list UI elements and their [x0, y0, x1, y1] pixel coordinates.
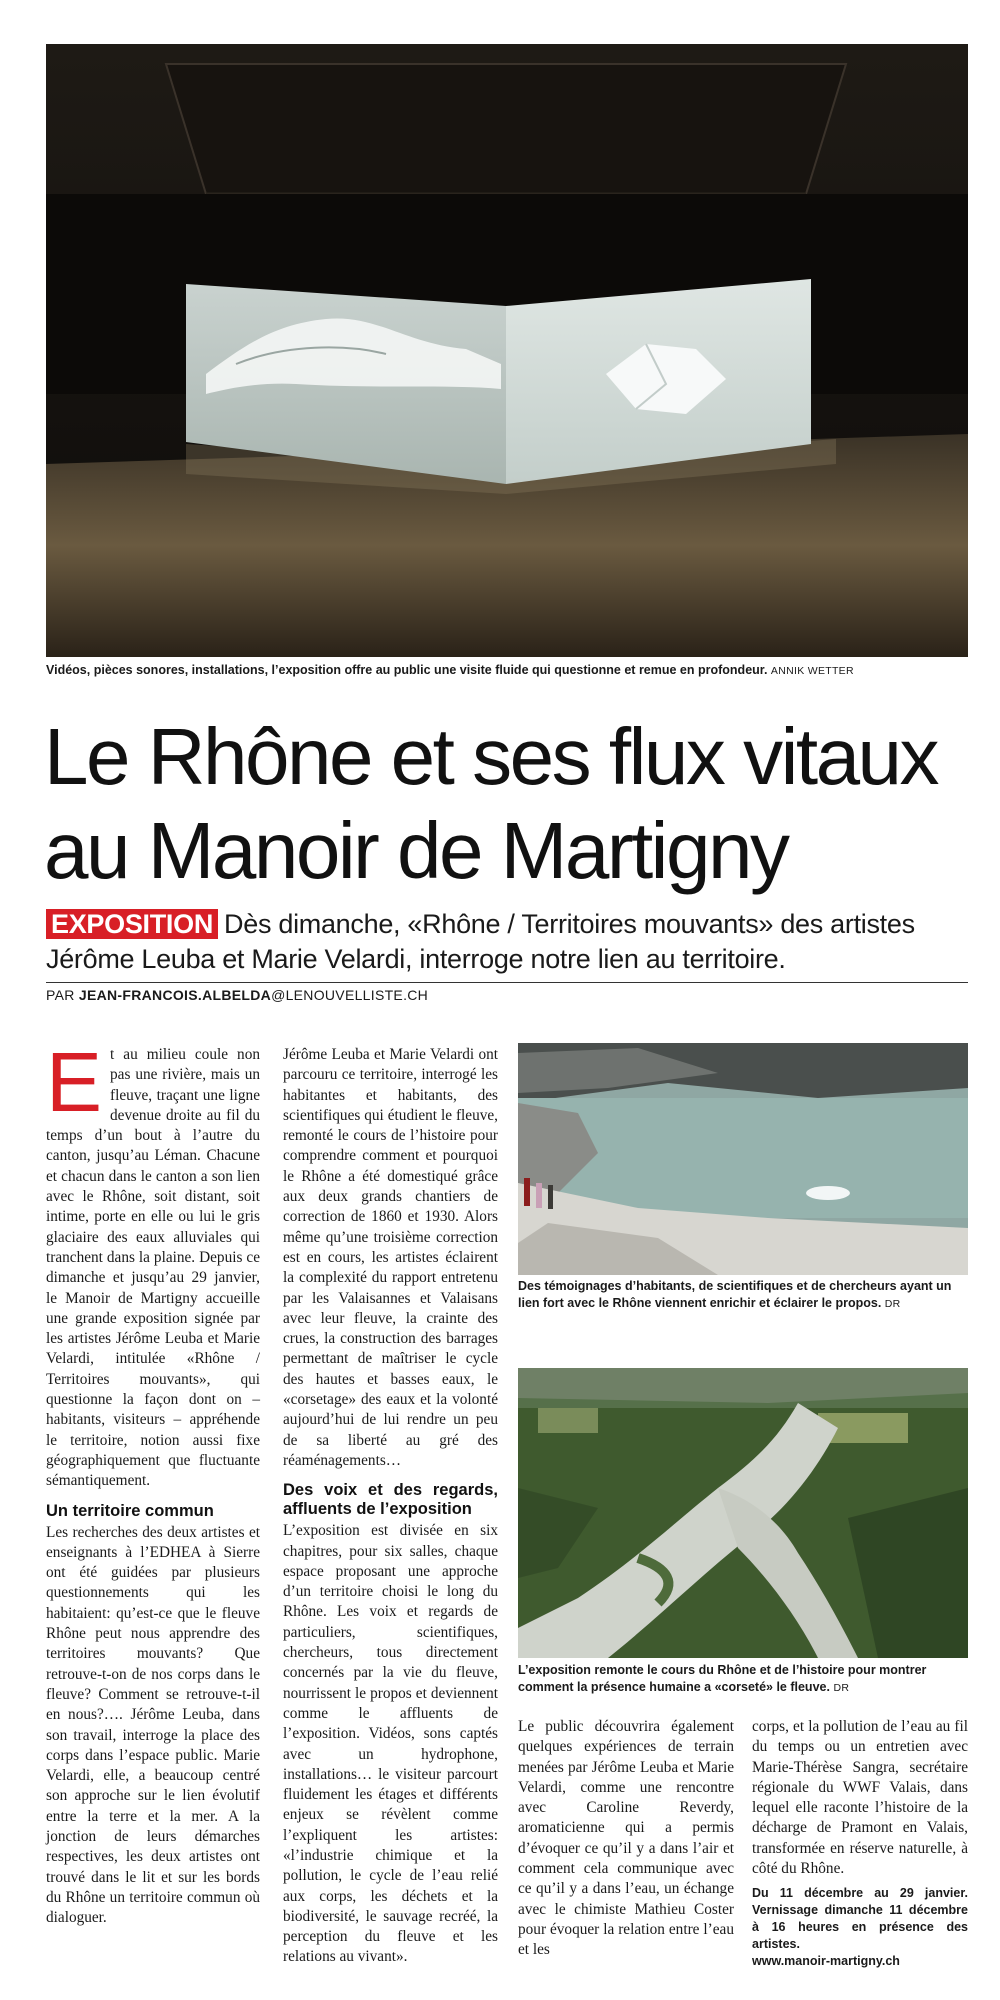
- second-caption-text: Des témoignages d’habitants, de scientifiques et de chercheurs ayant un lien fort avec le Rhône viennent enrichir et éclairer le propos.: [518, 1279, 952, 1310]
- col3-paragraph-1: Le public découvrira également quelques expériences de terrain menées par Jérôme Leuba et Marie Velardi, comme une rencontre avec Caroline Reverdy, aromaticienne qui a permis d’évoquer ce qu’il y a dans l’air et comment cela communique avec ce qu’il y a dans l’eau, un échange avec le chimiste Mathieu Coster pour évoquer la relation entre l’eau et les: [518, 1718, 734, 1959]
- headline-line-1: Le Rhône et ses flux vitaux: [44, 712, 938, 801]
- col4-paragraph-1: corps, et la pollution de l’eau au fil du temps ou un entretien avec Marie-Thérèse Sangra, secrétaire régionale du WWF Valais, dans lequel elle raconte l’histoire de la décharge de Pramont en Valais, transformée en réserve naturelle, à côté du Rhône.: [752, 1718, 968, 1878]
- col2-paragraph-2: L’exposition est divisée en six chapitres, pour six salles, chaque espace proposant une approche d’un territoire choisi le long du Rhône. Les voix et regards de particuliers, scientifiques, chercheurs, tous directement concernés par la vie du fleuve, nourrissent le propos et deviennent comme le affluents de l’exposition. Vidéos, sons captés avec un hydrophone, installations… le visiteur parcourt fluidement les étages et différents enjeux se révèlent comme l’expliquent les artistes: «l’industrie chimique et la pollution, le cycle de l’eau relié aux corps, les déchets et la biodiversité, le sauvage recréé, la perception du fleuve et les relations au vivant».: [283, 1522, 498, 1966]
- column-3: [518, 1717, 734, 1961]
- practical-info: [752, 1885, 968, 1970]
- column-2: [283, 1045, 498, 1968]
- chapo-text: Dès dimanche, «Rhône / Territoires mouvants» des artistes Jérôme Leuba et Marie Velardi, interroge notre lien au territoire.: [46, 909, 915, 974]
- third-photo-credit: DR: [833, 1682, 850, 1694]
- col2-paragraph-1: Jérôme Leuba et Marie Velardi ont parcouru ce territoire, interrogé les habitantes et habitants, des scientifiques qui étudient le fleuve, remonté le cours de l’histoire pour comprendre comment et pourquoi le Rhône a été domestiqué grâce aux deux grands chantiers de correction de 1860 et 1930. Alors même qu’une troisième correction est en cours, les artistes éclairent la complexité du rapport entretenu par les Valaisannes et Valaisans avec leur fleuve, la crainte des crues, la construction des barrages permettant de maîtriser le cycle des hautes et basses eaux, le «corsetage» des eaux et la volonté aujourd’hui de lui rendre un peu de sa liberté au gré des réaménagements…: [283, 1046, 498, 1469]
- exhibition-room-image: [46, 44, 968, 657]
- chapo: [46, 907, 971, 977]
- column-4: [752, 1717, 968, 1970]
- third-photo: [518, 1368, 968, 1658]
- byline-domain: @LENOUVELLISTE.CH: [271, 987, 429, 1003]
- headline-line-2: au Manoir de Martigny: [44, 806, 788, 895]
- byline-author: JEAN-FRANCOIS.ALBELDA: [78, 987, 272, 1003]
- main-photo-credit: ANNIK WETTER: [770, 665, 854, 677]
- byline: [46, 987, 428, 1003]
- byline-prefix: PAR: [46, 987, 75, 1003]
- info-dates: Du 11 décembre au 29 janvier. Vernissage dimanche 11 décembre à 16 heures en présence des artistes.: [752, 1886, 968, 1952]
- subheading-2: Des voix et des regards, affluents de l’exposition: [283, 1481, 498, 1519]
- main-caption-text: Vidéos, pièces sonores, installations, l’exposition offre au public une visite fluide qui questionne et remue en profondeur.: [46, 663, 768, 677]
- third-photo-caption: [518, 1662, 968, 1697]
- second-photo-caption: [518, 1278, 968, 1313]
- column-1: [46, 1035, 260, 1928]
- byline-rule: [46, 982, 968, 983]
- second-photo: [518, 1043, 968, 1275]
- second-photo-credit: DR: [884, 1298, 901, 1310]
- col1-paragraph-1: t au milieu coule non pas une rivière, mais un fleuve, traçant une ligne devenue droite au fil du temps d’un bout à l’autre du canton, jusqu’au Léman. Chacune et chacun dans le canton a son lien avec le Rhône, soit distant, soit intime, porte en elle ou lui le gris glaciaire des eaux alluviales qui tranchent dans la plaine. Depuis ce dimanche et jusqu’au 29 janvier, le Manoir de Martigny accueille une grande exposition signée par les artistes Jérôme Leuba et Marie Velardi, intitulée «Rhône / Territoires mouvants», qui questionne la façon dont on – habitants, visiteurs – appréhende le territoire, notion aussi fixe géographiquement que fluctuante sémantiquement.: [46, 1046, 260, 1490]
- main-photo-caption: [46, 662, 968, 680]
- glacier-lake-image: [518, 1043, 968, 1275]
- headline: [44, 710, 974, 898]
- paragraph-intro: [46, 1035, 260, 1492]
- section-tag: EXPOSITION: [46, 909, 218, 939]
- col1-paragraph-2: Les recherches des deux artistes et enseignants à l’EDHEA à Sierre ont été guidées par plusieurs questionnements qui les habitaient: qu’est-ce que le fleuve Rhône peut nous apprendre des territoires mouvants? Que retrouve-t-on de nos corps dans le fleuve? Comment se retrouve-t-il en nous?…. Jérôme Leuba, dans son travail, interroge la place des corps dans l’espace public. Marie Velardi, elle, a beaucoup centré son approche sur le lien évolutif entre la terre et la mer. A la jonction de leurs démarches respectives, les deux artistes ont trouvé dans le lit et sur les bords du Rhône un territoire commun où dialoguer.: [46, 1523, 260, 1927]
- drop-cap: E: [46, 1035, 103, 1129]
- info-url: www.manoir-martigny.ch: [752, 1954, 900, 1969]
- river-valley-image: [518, 1368, 968, 1658]
- main-photo: [46, 44, 968, 657]
- subheading-1: Un territoire commun: [46, 1501, 214, 1520]
- third-caption-text: L’exposition remonte le cours du Rhône et de l’histoire pour montrer comment la présence humaine a «corseté» le fleuve.: [518, 1663, 927, 1694]
